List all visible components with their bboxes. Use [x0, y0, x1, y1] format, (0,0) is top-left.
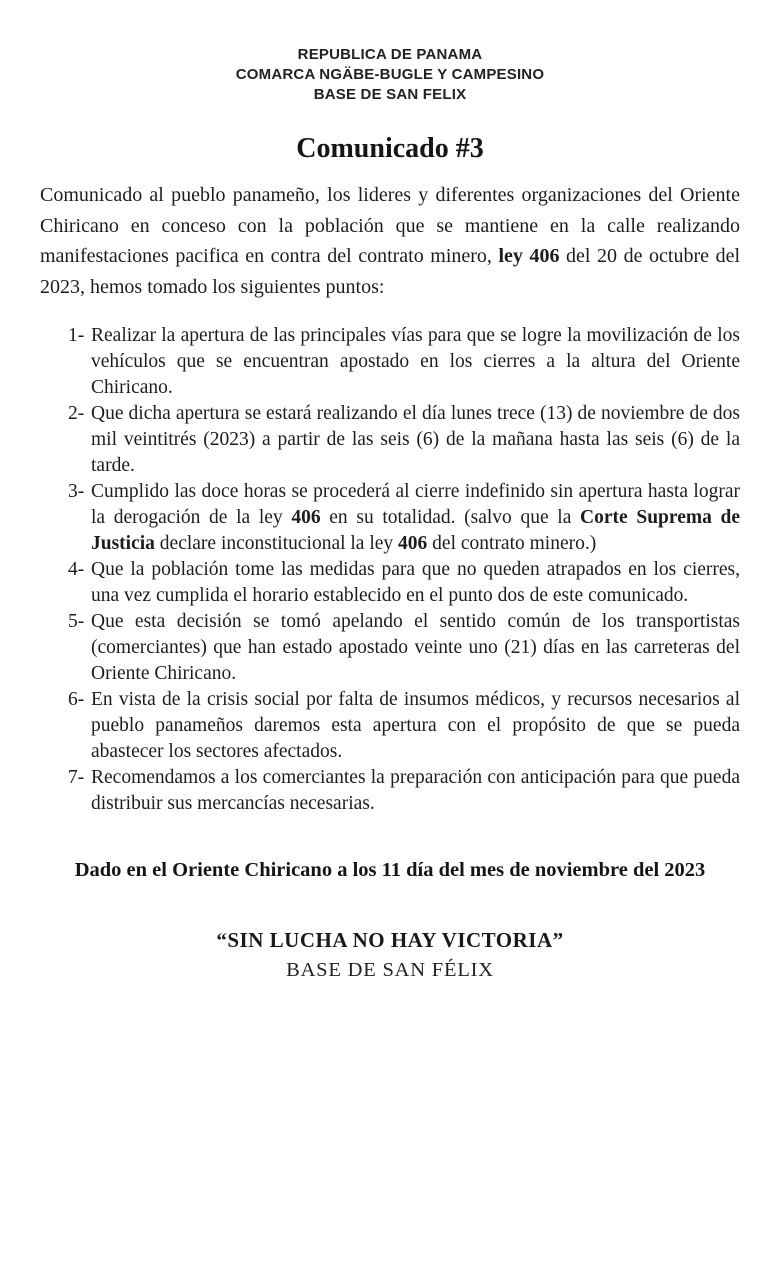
item-number: 5-: [68, 611, 85, 632]
text-segment: 406: [291, 507, 321, 528]
list-item: [68, 401, 740, 479]
text-segment: Que dicha apertura se estará realizando el día lunes trece (13) de noviembre de dos mil veintitrés (2023) a partir de las seis (6) de la mañana hasta las seis (6) de la tarde.: [91, 403, 740, 476]
letterhead-line: COMARCA NGÄBE-BUGLE Y CAMPESINO: [235, 66, 545, 83]
text-segment: Que la población tome las medidas para que no queden atrapados en los cierres, una vez cumplida el horario establecido en el punto dos de este comunicado.: [91, 559, 740, 606]
dateline: Dado en el Oriente Chiricano a los 11 día del mes de noviembre del 2023: [74, 859, 706, 881]
text-segment: del 20 de octubre del 2023, hemos tomado los siguientes puntos:: [40, 245, 741, 298]
text-segment: Realizar la apertura de las principales vías para que se logre la movilización de los vehículos que se encuentran apostado en los cierres a la altura del Oriente Chiricano.: [91, 325, 740, 398]
text-segment: declare inconstitucional la ley: [154, 533, 399, 554]
item-number: 7-: [68, 767, 85, 788]
text-segment: Recomendamos a los comerciantes la preparación con anticipación para que pueda distribuir sus mercancías necesarias.: [91, 767, 740, 814]
item-number: 6-: [68, 689, 85, 710]
text-segment: Cumplido las doce horas se procederá al cierre indefinido sin apertura hasta lograr la derogación de la ley: [91, 481, 740, 528]
signature: BASE DE SAN FÉLIX: [286, 959, 494, 981]
text-segment: Corte Suprema de Justicia: [91, 507, 741, 554]
text-segment: En vista de la crisis social por falta de insumos médicos, y recursos necesarios al pueblo panameños daremos esta apertura con el propósito de que se pueda abastecer los sectores afectados.: [91, 689, 740, 762]
item-number: 2-: [68, 403, 85, 424]
list-item: [68, 609, 740, 687]
text-segment: en su totalidad. (salvo que la: [320, 507, 581, 528]
text-segment: Comunicado al pueblo panameño, los lideres y diferentes organizaciones del Oriente Chiricano en conceso con la población que se mantiene en la calle realizando manifestaciones pacifica en contra del contrato minero,: [40, 184, 740, 267]
text-segment: 406: [398, 533, 428, 554]
item-number: 4-: [68, 559, 85, 580]
list-item: [68, 557, 740, 609]
text-segment: Que esta decisión se tomó apelando el sentido común de los transportistas (comerciantes) que han estado apostado veinte uno (21) días en las carreteras del Oriente Chiricano.: [91, 611, 740, 684]
text-segment: del contrato minero.): [427, 533, 597, 554]
document-title: Comunicado #3: [296, 133, 484, 164]
item-number: 1-: [68, 325, 85, 346]
item-number: 3-: [68, 481, 85, 502]
intro-paragraph: [40, 180, 740, 302]
numbered-list: [68, 323, 740, 817]
text-segment: ley 406: [498, 245, 560, 267]
slogan: “SIN LUCHA NO HAY VICTORIA”: [216, 928, 564, 952]
letterhead: [40, 45, 740, 105]
letterhead-line: REPUBLICA DE PANAMA: [297, 46, 483, 63]
list-item: [68, 765, 740, 817]
list-item: [68, 479, 740, 557]
list-item: [68, 323, 740, 401]
letterhead-line: BASE DE SAN FELIX: [313, 86, 467, 103]
list-item: [68, 687, 740, 765]
